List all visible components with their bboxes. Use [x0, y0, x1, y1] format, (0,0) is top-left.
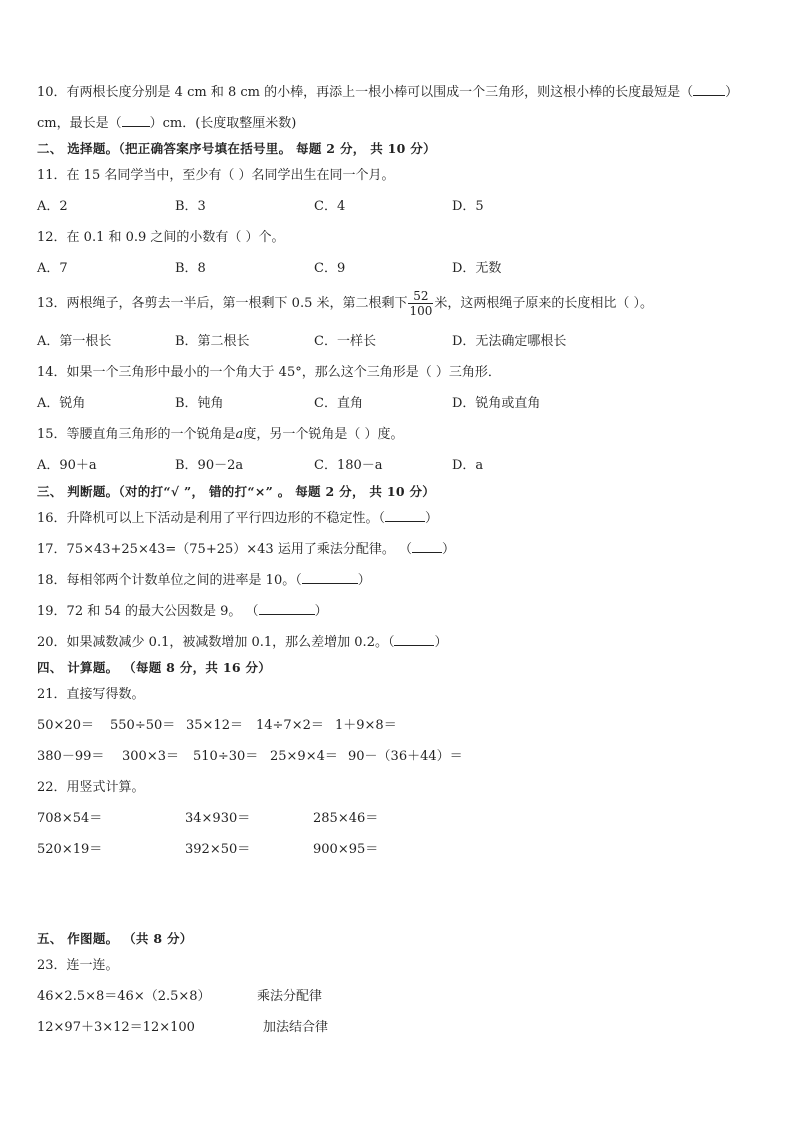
question-21-stem: 21．直接写得数。	[37, 687, 145, 702]
section-3-heading: 三、 判断题。（对的打“√ ”， 错的打“×” 。 每题 2 分， 共 10 分）	[37, 484, 436, 499]
question-22-stem: 22．用竖式计算。	[37, 780, 145, 795]
question-11-option-b[interactable]: B．3	[175, 199, 206, 214]
question-20: 20．如果减数减少 0.1，被减数增加 0.1，那么差增加 0.2。（ ）	[37, 635, 448, 650]
calc-item: 510÷30＝	[193, 749, 259, 764]
question-14-option-d[interactable]: D．锐角或直角	[452, 396, 541, 411]
question-12-stem: 12．在 0.1 和 0.9 之间的小数有（ ）个。	[37, 230, 285, 245]
calc-item: 380－99＝	[37, 749, 105, 764]
question-11-option-a[interactable]: A．2	[37, 199, 68, 214]
question-10-line-2: cm，最长是（ ）cm．(长度取整厘米数)	[37, 116, 297, 131]
variable-a: a	[235, 427, 244, 442]
calc-item: 35×12＝	[186, 718, 243, 733]
question-13-stem: 13．两根绳子，各剪去一半后，第一根剩下 0.5 米，第二根剩下 $\frac{52}{100}$ 米，这两根绳子原来的长度相比（ ）。	[37, 289, 654, 318]
question-15-stem: 15．等腰直角三角形的一个锐角是a度，另一个锐角是（ ）度。	[37, 427, 404, 442]
calc-item: 50×20＝	[37, 718, 94, 733]
question-18: 18．每相邻两个计数单位之间的进率是 10。（ ）	[37, 573, 371, 588]
calc-item: 25×9×4＝	[270, 749, 338, 764]
calc-item: 285×46＝	[313, 811, 379, 826]
question-13-option-c[interactable]: C．一样长	[314, 334, 376, 349]
question-15-option-c[interactable]: C．180－a	[314, 458, 383, 473]
calc-item: 1＋9×8＝	[335, 718, 397, 733]
match-right-item[interactable]: 乘法分配律	[257, 989, 323, 1004]
calc-item: 34×930＝	[185, 811, 251, 826]
calc-item: 300×3＝	[122, 749, 179, 764]
answer-blank[interactable]	[122, 114, 150, 127]
question-19: 19．72 和 54 的最大公因数是 9。 （ ）	[37, 604, 328, 619]
section-5-heading: 五、 作图题。 （共 8 分）	[37, 931, 193, 946]
question-12-option-d[interactable]: D．无数	[452, 261, 502, 276]
calc-item: 708×54＝	[37, 811, 103, 826]
question-15-option-d[interactable]: D．a	[452, 458, 484, 473]
question-12-option-a[interactable]: A．7	[37, 261, 68, 276]
answer-blank[interactable]	[693, 83, 725, 96]
section-4-heading: 四、 计算题。 （每题 8 分，共 16 分）	[37, 660, 272, 675]
answer-blank[interactable]	[385, 509, 425, 522]
calc-item: 550÷50＝	[110, 718, 176, 733]
match-left-item[interactable]: 12×97＋3×12＝12×100	[37, 1020, 195, 1035]
question-15-option-b[interactable]: B．90－2a	[175, 458, 244, 473]
answer-blank[interactable]	[394, 633, 434, 646]
question-23-stem: 23．连一连。	[37, 958, 119, 973]
question-11-option-d[interactable]: D．5	[452, 199, 484, 214]
question-14-option-a[interactable]: A．锐角	[37, 396, 86, 411]
match-left-item[interactable]: 46×2.5×8＝46×（2.5×8）	[37, 989, 211, 1004]
question-10-line-1: 10．有两根长度分别是 4 cm 和 8 cm 的小棒，再添上一根小棒可以围成一个三角形，则这根小棒的长度最短是（ ）	[37, 85, 739, 100]
question-11-stem: 11．在 15 名同学当中，至少有（ ）名同学出生在同一个月。	[37, 168, 395, 183]
answer-blank[interactable]	[259, 602, 315, 615]
question-14-stem: 14．如果一个三角形中最小的一个角大于 45°，那么这个三角形是（ ）三角形．	[37, 365, 501, 380]
answer-blank[interactable]	[302, 571, 358, 584]
question-15-option-a[interactable]: A．90＋a	[37, 458, 97, 473]
section-2-heading: 二、 选择题。（把正确答案序号填在括号里。 每题 2 分， 共 10 分）	[37, 141, 436, 156]
answer-blank[interactable]	[412, 540, 442, 553]
calc-item: 520×19＝	[37, 842, 103, 857]
question-16: 16．升降机可以上下活动是利用了平行四边形的不稳定性。（ ）	[37, 511, 439, 526]
match-right-item[interactable]: 加法结合律	[263, 1020, 329, 1035]
calc-item: 14÷7×2＝	[256, 718, 324, 733]
question-13-option-a[interactable]: A．第一根长	[37, 334, 112, 349]
fraction: $\frac{52}{100}$	[409, 289, 433, 318]
question-14-option-c[interactable]: C．直角	[314, 396, 363, 411]
calc-item: 392×50＝	[185, 842, 251, 857]
question-17: 17．75×43+25×43=（75+25）×43 运用了乘法分配律。 （ ）	[37, 542, 455, 557]
question-13-option-b[interactable]: B．第二根长	[175, 334, 250, 349]
question-12-option-c[interactable]: C．9	[314, 261, 346, 276]
calc-item: 900×95＝	[313, 842, 379, 857]
question-11-option-c[interactable]: C．4	[314, 199, 346, 214]
question-14-option-b[interactable]: B．钝角	[175, 396, 224, 411]
calc-item: 90－（36＋44）＝	[348, 749, 463, 764]
question-12-option-b[interactable]: B．8	[175, 261, 206, 276]
question-13-option-d[interactable]: D．无法确定哪根长	[452, 334, 567, 349]
